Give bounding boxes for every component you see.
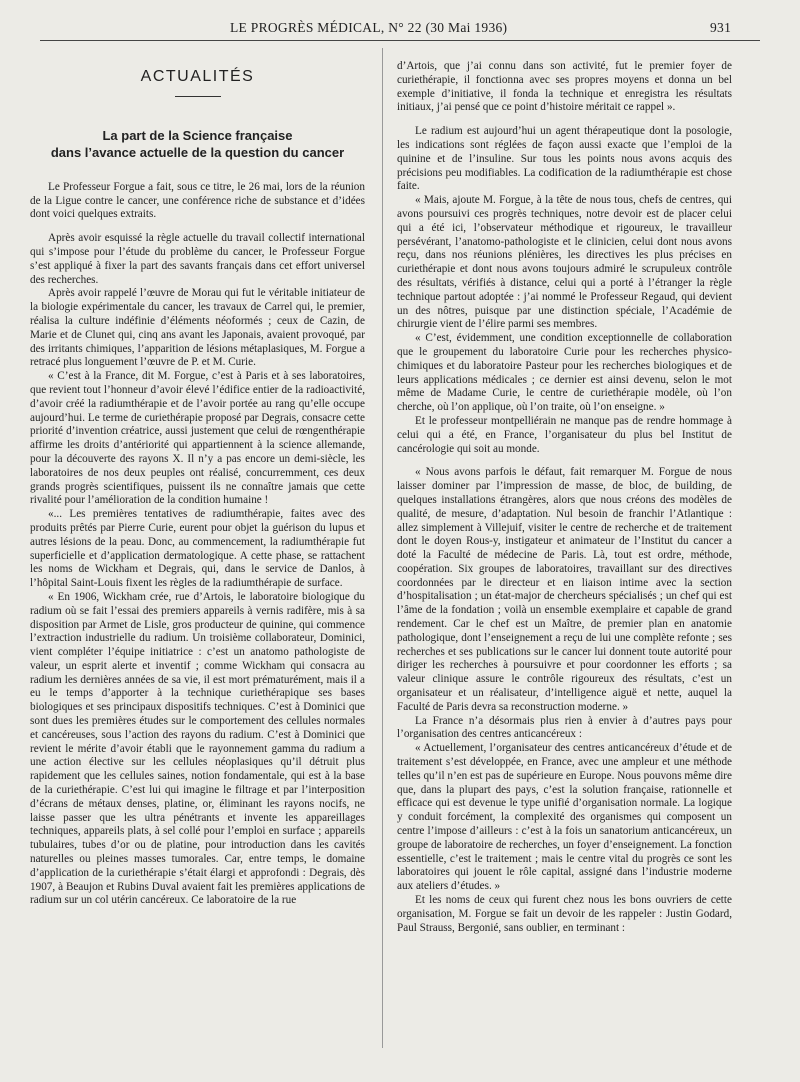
paragraph: Après avoir esquissé la règle actuelle du travail collectif international qui s’impose pour l’étude du problème du cancer, le Professeur Forgue s’est appliqué à fixer la part des savants français dans cet effort universel des recherches.: [30, 232, 365, 286]
paragraph: « Actuellement, l’organisateur des centres anticancéreux d’étude et de traitement s’est développée, en France, avec une ampleur et une méthode telles qu’il n’en est pas de supérieure en Europe. Nous pouvons même dire que, dans la plupart des pays, c’est la solution française, rationnelle et efficace qui est devenue le type unifié d’organisation normale. La logique y conduit forcément, la complexité des organismes qui composent un centre l’impose d’ailleurs : c’est à la fois un sanatorium anticancéreux, un groupe de laboratoire de recherches, un foyer d’enseignement. La fonction essentielle, c’est le traitement ; mais le centre vital du progrès ce sont les laboratoires qui jouent le rôle capital, assigné dans l’industrie moderne aux ateliers d’études. »: [397, 742, 732, 893]
paragraph: «... Les premières tentatives de radiumthérapie, faites avec des produits prêtés par Pierre Curie, eurent pour objet la guérison du lupus et autres lésions de la peau. Donc, au commencement, la radiumthérapie fut superficielle et d’application dermatologique. A cette phase, se rattachent les noms de Wickham et Degrais, qui, dans le service de Danlos, à l’hôpital Saint-Louis fixent les règles de la radiumthérapie de surface.: [30, 508, 365, 590]
article-title: [30, 127, 365, 161]
paragraph: Et le professeur montpelliérain ne manque pas de rendre hommage à celui qui a été, en France, l’organisateur du plus bel Institut de cancérologie qui soit au monde.: [397, 414, 732, 455]
page-number: 931: [710, 20, 732, 35]
paragraph: « Mais, ajoute M. Forgue, à la tête de nous tous, chefs de centres, qui avons poursuivi ces progrès techniques, notre devoir est de placer celui qui a été ici, l’observateur méthodique et rigoureux, le travailleur persévérant, l’anatomo-pathologiste et le clinicien, celui dont nous avons reçu, dans nos réunions plénières, les directives les plus précises en curiethérapie et dont nous avons toujours admiré le scrupuleux contrôle des résultats, vérifiés à distance, celui qui a porté à l’étranger la règle technique partout adoptée : j’ai nommé le Professeur Regaud, qui devient un des nôtres, puisque par une distinction spéciale, l’Académie de chirurgie vient de l’élire parmi ses membres.: [397, 194, 732, 331]
paragraph: « C’est à la France, dit M. Forgue, c’est à Paris et à ses laboratoires, que revient tout l’honneur d’avoir élevé l’édifice entier de la radioactivité, d’avoir créé la radiumthérapie et de l’avoir portée au rang qu’elle occupe aujourd’hui. Le terme de curiethérapie proposé par Degrais, consacre cette priorité d’invention créatrice, aussi justement que celui de rœngenthérapie affirme les droits d’antériorité qui appartiennent à la science allemande, pour la découverte des rayons X. Il n’y a pas encore un demi-siècle, les laboratoires de nos deux peuples ont réalisé, concurremment, ces deux grands progrès scientifiques, puissent ils ne connaître jamais que cette rivalité pour l’amélioration de la condition humaine !: [30, 370, 365, 507]
paragraph: Et les noms de ceux qui furent chez nous les bons ouvriers de cette organisation, M. Forgue se fait un devoir de les rappeler : Justin Godard, Paul Strauss, Bergonié, sans oublier, en terminant :: [397, 894, 732, 934]
article-title-line-1: La part de la Science française: [102, 127, 293, 143]
paragraph: Le Professeur Forgue a fait, sous ce titre, le 26 mai, lors de la réunion de la Ligue contre le cancer, une conférence riche de substance et d’idées dont voici quelques extraits.: [30, 180, 365, 221]
article-title-line-2: dans l’avance actuelle de la question du cancer: [50, 144, 345, 160]
column-separator: [382, 48, 383, 1048]
section-title: ACTUALITÉS: [140, 68, 255, 85]
right-column: [397, 60, 732, 935]
paragraph: d’Artois, que j’ai connu dans son activité, fut le premier foyer de curiethérapie, il fonctionna avec ses propres moyens et donna un bel exemple d’initiative, il fonda la technique et enregistra les résultats initiaux, j’ai pensé que ce point d’histoire méritait ce rappel ».: [397, 60, 732, 114]
header-rule: [40, 40, 760, 41]
paragraph: « Nous avons parfois le défaut, fait remarquer M. Forgue de nous laisser dominer par l’impression de masse, de bloc, de building, de quelques installations étrangères, alors que nous créons des modèles de qualité, de mesure, d’adaptation. Nul besoin de franchir l’Atlantique : allez simplement à Villejuif, visiter le centre de recherche et de traitement dont le doyen Rous-y, instigateur et animateur de l’Institut du cancer a doté la Faculté de médecine de Paris. Là, tout est ordre, méthode, coopération. Six groupes de laboratoires, travaillant sur des directives coordonnées par le directeur et en liaison intime avec la section d’hospitalisation ; un état-major de chercheurs spécialisés ; un chef qui est l’âme de la fondation ; voilà un ensemble exemplaire et capable de grand rendement. Car le chef est un Maître, de premier plan en anatomie pathologique, dont l’enseignement a reçu de lui une complète refonte ; ses recherches et ses publications sur le cancer lui donnent toute autorité pour diriger les recherches à poursuivre et pour coordonner les efforts ; sa valeur clinique assure le contrôle rigoureux des résultats, c’est un organisateur et un réalisateur, d’intelligence aiguë et nette, auquel la Faculté de Paris devra sa reconstruction moderne. »: [397, 466, 732, 713]
paragraph: Après avoir rappelé l’œuvre de Morau qui fut le véritable initiateur de la biologie expérimentale du cancer, les travaux de Carrel qui, le premier, réalisa la culture indéfinie d’éléments néoformés ; ceux de Cazin, de Marie et de Clunet qui, cinq ans avant les Japonais, avaient provoqué, par des irritants chimiques, l’apparition de lésions métaplasiques, M. Forgue a retracé plus longuement l’œuvre de P. et M. Curie.: [30, 287, 365, 369]
paragraph: La France n’a désormais plus rien à envier à d’autres pays pour l’organisation des centres anticancéreux :: [397, 714, 732, 741]
journal-title: LE PROGRÈS MÉDICAL, N° 22 (30 Mai 1936): [230, 20, 508, 35]
paragraph: Le radium est aujourd’hui un agent thérapeutique dont la posologie, les indications sont réglées de façon aussi exacte que l’emploi de la quinine et de l’insuline. Sur tous les points nous avons acquis des précisions peu modifiables. La codification de la radiumthérapie est chose faite.: [397, 125, 732, 193]
section-rule: [175, 96, 221, 97]
paragraph: « C’est, évidemment, une condition exceptionnelle de collaboration que le groupement du laboratoire Curie pour les recherches physico-chimiques et du laboratoire Pasteur pour les recherches biologiques et de leurs applications médicales ; ce dernier est ainsi devenu, selon le mot même de Madame Curie, le centre de curiethérapie modèle, où l’on cherche, où l’on applique, où l’on traite, où l’on enseigne. »: [397, 332, 732, 414]
left-column: [30, 60, 365, 908]
paragraph: « En 1906, Wickham crée, rue d’Artois, le laboratoire biologique du radium où se fait l’essai des premiers appareils à vernis radifère, mis à sa disposition par Armet de Lisle, gros producteur de quinine, qui commence l’extraction industrielle du radium. Un troisième collaborateur, Dominici, vient compléter l’équipe initiatrice : c’est un anatomo pathologiste de valeur, un esprit alerte et inventif ; comme Wickham qui consacra au radium les dernières années de sa vie, il est mort prématurément, mais il a eu le temps d’apporter à la technique curiethérapique ses bases biologiques et ses principaux dispositifs techniques. C’est à Dominici que sont dues les premières études sur le comportement des cellules normales et cancéreuses, sous l’action des rayons du radium. C’est à Dominici que revient le mérite d’avoir établi que le rayonnement gamma du radium a une action élective sur les cellules néoplasiques qu’il détruit plus rapidement que les cellules saines, notion fondamentale, qui est à la base de la curiethérapie. C’est lui qui imagine le filtrage et par l’interposition d’écrans de métaux denses, platine, or, éliminant les rayons nocifs, ne laisse passer que les ultra pénétrants et invente les appareillages techniques, appareils plats, à sel collé pour l’emploi en surface ; appareils tubulaires, tubes d’or ou de platine, pour introduction dans les cavités naturelles ou pleines masses tumorales. Car, entre temps, le domaine d’application de la curiethérapie s’était élargi et approfondi : Degrais, dès 1907, à Beaujon et Rubins Duval avaient fait les premières applications de radium sur un col utérin cancéreux. Ce laboratoire de la rue: [30, 590, 365, 907]
